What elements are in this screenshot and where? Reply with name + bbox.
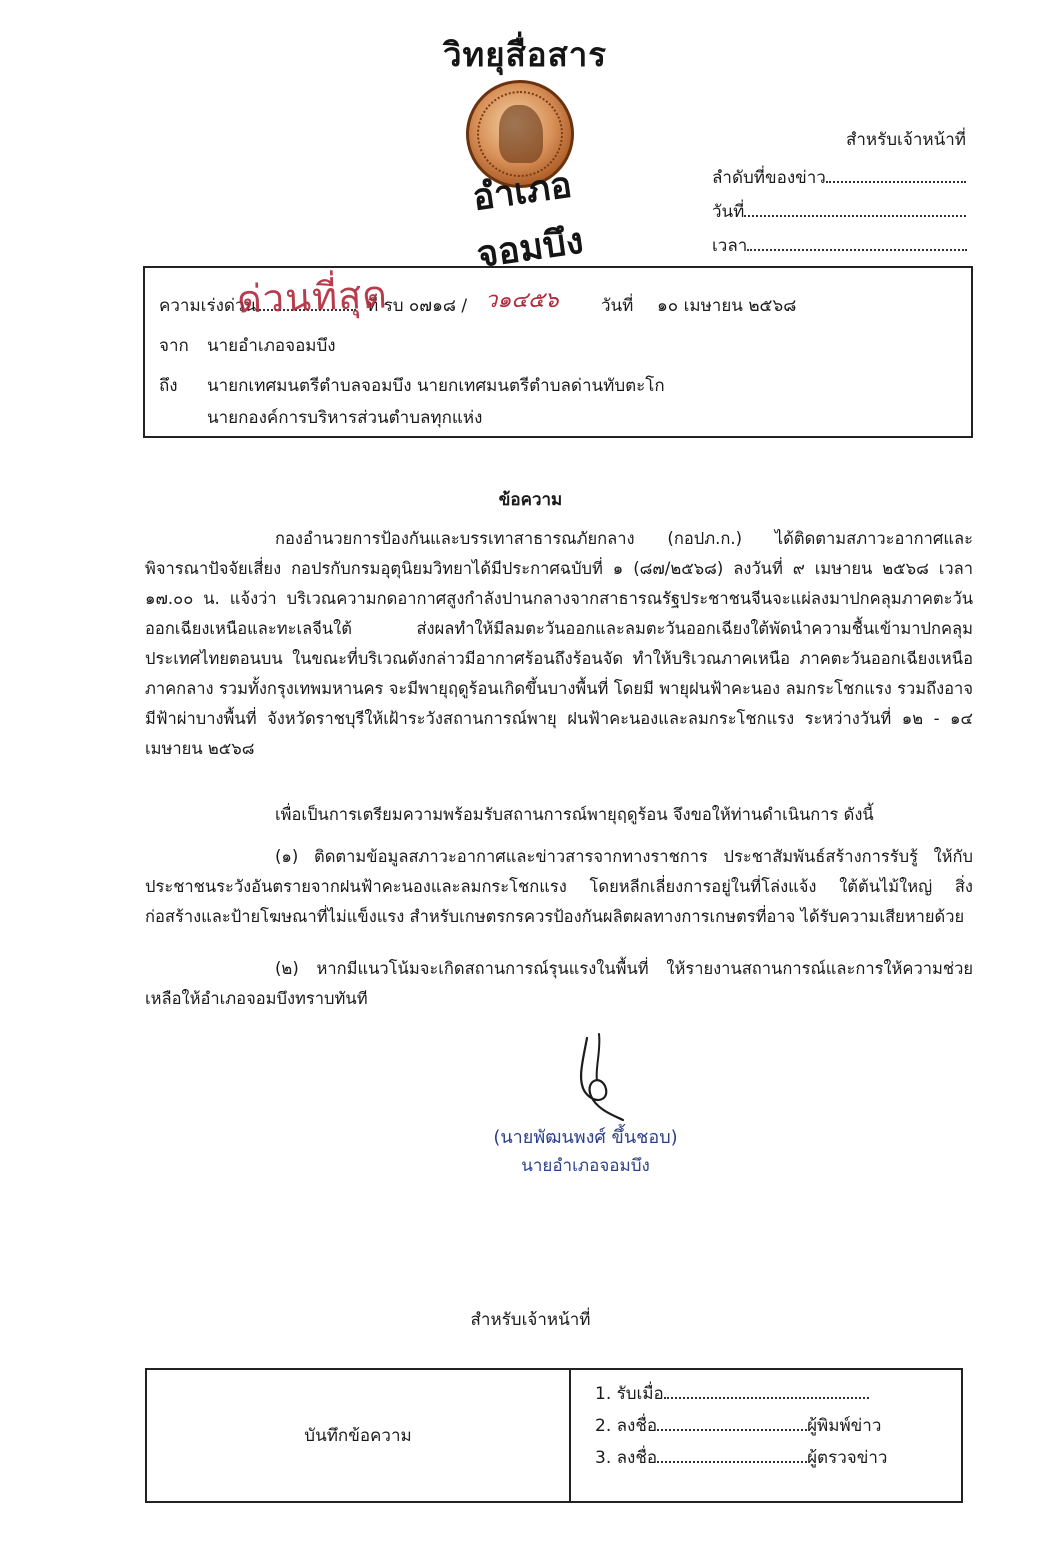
date-value: ๑๐ เมษายน ๒๕๖๘ bbox=[657, 296, 797, 316]
urgency-stamp: ด่วนที่สุด bbox=[236, 272, 389, 322]
to-line2: นายกองค์การบริหารส่วนตำบลทุกแห่ง bbox=[207, 408, 483, 428]
message-title: ข้อความ bbox=[498, 490, 563, 510]
paragraph-3: (๑) ติดตามข้อมูลสภาวะอากาศและข่าวสารจากทางราชการ ประชาสัมพันธ์สร้างการรับรู้ ให้กับประชาชนระวังอันตรายจากฝนฟ้าคะนองและลมกระโชกแรง โดยหลีกเลี่ยงการอยู่ในที่โล่งแจ้ง ใต้ต้นไม้ใหญ่ สิ่งก่อสร้างและป้ายโฆษณาที่ไม่แข็งแรง สำหรับเกษตรกรควรป้องกันผลิตผลทางการเกษตรที่อาจ ได้รับความเสียหายด้วย bbox=[145, 847, 973, 926]
record-label: บันทึกข้อความ bbox=[304, 1426, 412, 1446]
to-label: ถึง bbox=[159, 376, 178, 396]
urgency-label: ความเร่งด่วน bbox=[159, 296, 257, 316]
handwritten-doc-no: ว๑๔๕๖ bbox=[485, 288, 559, 313]
from-value: นายอำเภอจอมบึง bbox=[207, 336, 336, 356]
record-item-typist: 2. ลงชื่อ ผู้พิมพ์ข่าว bbox=[595, 1416, 882, 1436]
officer-line-seq: ลำดับที่ของข่าว bbox=[712, 164, 966, 191]
officer-record-table bbox=[145, 1368, 963, 1503]
logo-top-text: วิทยุสื่อสาร bbox=[443, 35, 607, 74]
radio-logo bbox=[430, 22, 620, 276]
paragraph-1: กองอำนวยการป้องกันและบรรเทาสาธารณภัยกลาง (กอปภ.ก.) ได้ติดตามสภาวะอากาศและพิจารณาปัจจัยเสี่ยง กอปรกับกรมอุตุนิยมวิทยาได้มีประกาศฉบับที่ ๑ (๘๗/๒๕๖๘) ลงวันที่ ๙ เมษายน ๒๕๖๘ เวลา ๑๗.๐๐ น. แจ้งว่า บริเวณความกดอากาศสูงกำลังปานกลางจากสาธารณรัฐประชาชนจีนจะแผ่ลงมาปกคลุมภาคตะวันออกเฉียงเหนือและทะเลจีนใต้ ส่งผลทำให้มีลมตะวันออกและลมตะวันออกเฉียงใต้พัดนำความชื้นเข้ามาปกคลุมประเทศไทยตอนบน ในขณะที่บริเวณดังกล่าวมีอากาศร้อนถึงร้อนจัด ทำให้บริเวณภาคเหนือ ภาคตะวันออกเฉียงเหนือ ภาคกลาง รวมทั้งกรุงเทพมหานคร จะมีพายุฤดูร้อนเกิดขึ้นบางพื้นที่ โดยมี พายุฝนฟ้าคะนอง ลมกระโชกแรง รวมถึงอาจมีฟ้าผ่าบางพื้นที่ จังหวัดราชบุรีให้เฝ้าระวังสถานการณ์พายุ ฝนฟ้าคะนองและลมกระโชกแรง ระหว่างวันที่ ๑๒ - ๑๔ เมษายน ๒๕๖๘ bbox=[145, 529, 973, 758]
paragraph-4: (๒) หากมีแนวโน้มจะเกิดสถานการณ์รุนแรงในพื้นที่ ให้รายงานสถานการณ์และการให้ความช่วยเหลือให้อำเภอจอมบึงทราบทันที bbox=[145, 959, 973, 1008]
officer-line-date: วันที่ bbox=[712, 198, 966, 225]
doc-number: ที่ รบ ๐๗๑๘ / bbox=[367, 296, 468, 316]
paragraph-2: เพื่อเป็นการเตรียมความพร้อมรับสถานการณ์พายุฤดูร้อน จึงขอให้ท่านดำเนินการ ดังนี้ bbox=[275, 805, 874, 824]
officer-title: สำหรับเจ้าหน้าที่ bbox=[846, 130, 966, 150]
date-label: วันที่ bbox=[601, 296, 634, 316]
officer-line-time: เวลา bbox=[712, 232, 967, 259]
logo-bottom-text: อำเภอจอมบึง bbox=[469, 163, 586, 276]
from-label: จาก bbox=[159, 336, 189, 356]
record-item-checker: 3. ลงชื่อ ผู้ตรวจข่าว bbox=[595, 1448, 888, 1468]
officer-bottom-title: สำหรับเจ้าหน้าที่ bbox=[470, 1310, 591, 1330]
signer-name: (นายพัฒนพงศ์ ขึ้นชอบ) bbox=[493, 1127, 678, 1148]
signer-position: นายอำเภอจอมบึง bbox=[521, 1156, 650, 1176]
to-line1: นายกเทศมนตรีตำบลจอมบึง นายกเทศมนตรีตำบลด่านทับตะโก bbox=[207, 376, 665, 396]
record-item-received: 1. รับเมื่อ bbox=[595, 1380, 869, 1407]
handwritten-signature bbox=[565, 1030, 635, 1125]
